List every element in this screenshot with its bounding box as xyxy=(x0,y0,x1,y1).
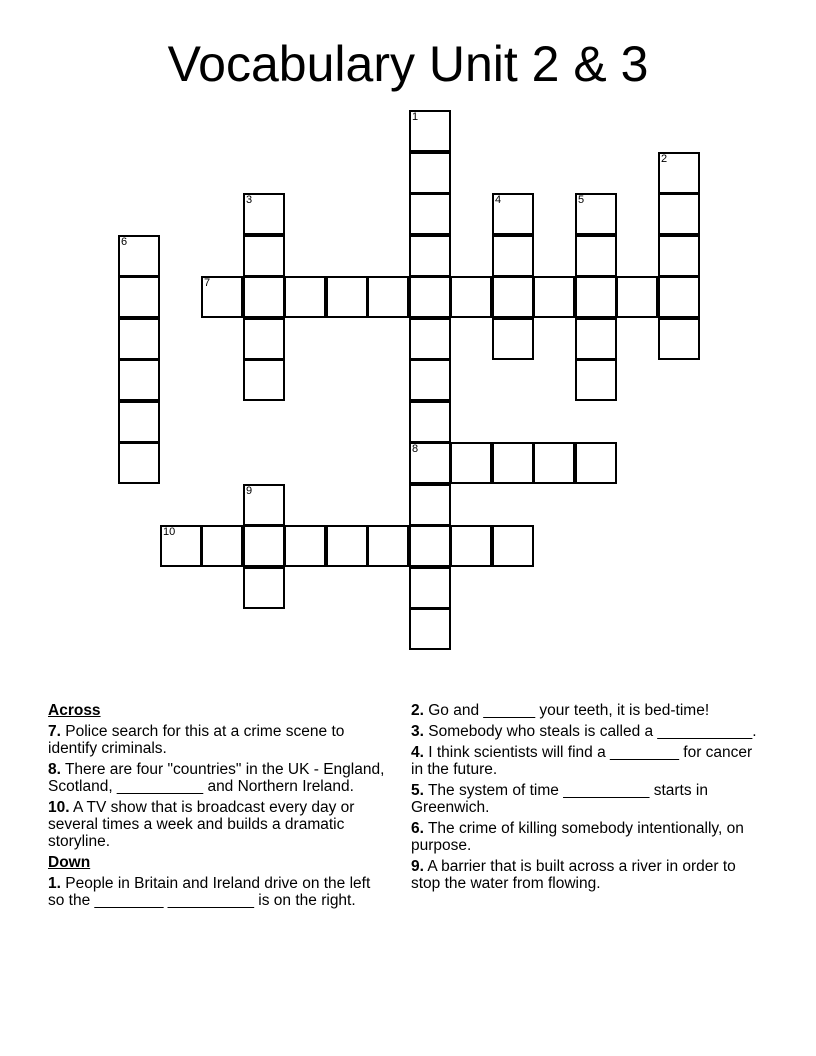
crossword-cell[interactable] xyxy=(243,484,285,526)
crossword-cell[interactable] xyxy=(243,567,285,609)
crossword-cell[interactable] xyxy=(450,442,492,484)
clue-number: 5. xyxy=(411,782,424,799)
cell-number: 1 xyxy=(412,111,419,123)
cell-number: 4 xyxy=(495,194,502,206)
crossword-cell[interactable] xyxy=(409,525,451,567)
clue-column-left xyxy=(48,702,388,913)
clue-column-right xyxy=(411,702,761,896)
clue-down-4 xyxy=(411,744,761,778)
crossword-cell[interactable] xyxy=(284,525,326,567)
crossword-cell[interactable] xyxy=(409,235,451,277)
crossword-cell[interactable] xyxy=(575,276,617,318)
clue-number: 2. xyxy=(411,702,424,719)
crossword-cell[interactable] xyxy=(658,152,700,194)
crossword-cell[interactable] xyxy=(533,276,575,318)
crossword-cell[interactable] xyxy=(409,359,451,401)
page-title: Vocabulary Unit 2 & 3 xyxy=(167,36,649,92)
crossword-cell[interactable] xyxy=(284,276,326,318)
crossword-cell[interactable] xyxy=(243,318,285,360)
crossword-cell[interactable] xyxy=(118,318,160,360)
crossword-cell[interactable] xyxy=(243,276,285,318)
crossword-cell[interactable] xyxy=(409,152,451,194)
crossword-cell[interactable] xyxy=(409,110,451,152)
crossword-cell[interactable] xyxy=(616,276,658,318)
crossword-cell[interactable] xyxy=(409,567,451,609)
cell-number: 7 xyxy=(204,277,211,289)
clue-number: 8. xyxy=(48,761,61,778)
down-heading: Down xyxy=(48,854,91,871)
clue-text: Police search for this at a crime scene to identify criminals. xyxy=(48,723,345,757)
crossword-cell[interactable] xyxy=(243,235,285,277)
crossword-cell[interactable] xyxy=(450,276,492,318)
clue-across-7 xyxy=(48,723,388,757)
clue-down-5 xyxy=(411,782,761,816)
crossword-cell[interactable] xyxy=(160,525,202,567)
crossword-cell[interactable] xyxy=(409,608,451,650)
crossword-cell[interactable] xyxy=(409,276,451,318)
clue-number: 4. xyxy=(411,744,424,761)
crossword-cell[interactable] xyxy=(243,525,285,567)
clue-text: There are four "countries" in the UK - England, Scotland, __________ and Northern Ireland. xyxy=(48,761,385,795)
cell-number: 3 xyxy=(246,194,253,206)
clue-down-9 xyxy=(411,858,761,892)
crossword-cell[interactable] xyxy=(575,318,617,360)
crossword-cell[interactable] xyxy=(118,276,160,318)
crossword-cell[interactable] xyxy=(118,235,160,277)
crossword-cell[interactable] xyxy=(326,276,368,318)
clue-number: 1. xyxy=(48,875,61,892)
crossword-cell[interactable] xyxy=(409,193,451,235)
crossword-cell[interactable] xyxy=(658,193,700,235)
crossword-cell[interactable] xyxy=(409,484,451,526)
clue-text: A barrier that is built across a river in order to stop the water from flowing. xyxy=(411,858,736,892)
crossword-cell[interactable] xyxy=(575,359,617,401)
clue-down-2 xyxy=(411,702,761,719)
crossword-cell[interactable] xyxy=(658,318,700,360)
cell-number: 9 xyxy=(246,485,253,497)
crossword-cell[interactable] xyxy=(326,525,368,567)
clue-text: The crime of killing somebody intentionally, on purpose. xyxy=(411,820,744,854)
clue-down-1 xyxy=(48,875,388,909)
crossword-cell[interactable] xyxy=(492,193,534,235)
crossword-cell[interactable] xyxy=(118,401,160,443)
clue-text: Somebody who steals is called a ___________. xyxy=(423,723,757,740)
crossword-cell[interactable] xyxy=(201,276,243,318)
cell-number: 2 xyxy=(661,153,668,165)
crossword-cell[interactable] xyxy=(450,525,492,567)
crossword-cell[interactable] xyxy=(658,276,700,318)
clue-number: 7. xyxy=(48,723,61,740)
crossword-cell[interactable] xyxy=(492,318,534,360)
crossword-cell[interactable] xyxy=(575,193,617,235)
clue-number: 6. xyxy=(411,820,424,837)
crossword-cell[interactable] xyxy=(201,525,243,567)
clue-across-10 xyxy=(48,799,388,850)
clue-text: People in Britain and Ireland drive on the left so the ________ __________ is on the right. xyxy=(48,875,371,909)
cell-number: 8 xyxy=(412,443,419,455)
clue-number: 9. xyxy=(411,858,424,875)
crossword-cell[interactable] xyxy=(492,442,534,484)
crossword-cell[interactable] xyxy=(658,235,700,277)
clue-text: Go and ______ your teeth, it is bed-time! xyxy=(423,702,710,719)
crossword-cell[interactable] xyxy=(409,442,451,484)
crossword-cell[interactable] xyxy=(118,442,160,484)
crossword-cell[interactable] xyxy=(367,276,409,318)
crossword-cell[interactable] xyxy=(243,193,285,235)
crossword-cell[interactable] xyxy=(533,442,575,484)
clue-text: The system of time __________ starts in Greenwich. xyxy=(411,782,708,816)
clue-number: 10. xyxy=(48,799,70,816)
crossword-cell[interactable] xyxy=(409,401,451,443)
clue-across-8 xyxy=(48,761,388,795)
crossword-cell[interactable] xyxy=(367,525,409,567)
crossword-cell[interactable] xyxy=(118,359,160,401)
cell-number: 5 xyxy=(578,194,585,206)
clue-down-3 xyxy=(411,723,761,740)
clue-text: I think scientists will find a ________ for cancer in the future. xyxy=(411,744,753,778)
crossword-cell[interactable] xyxy=(492,525,534,567)
crossword-cell[interactable] xyxy=(409,318,451,360)
crossword-cell[interactable] xyxy=(492,276,534,318)
crossword-cell[interactable] xyxy=(243,359,285,401)
crossword-cell[interactable] xyxy=(575,442,617,484)
across-heading: Across xyxy=(48,702,101,719)
crossword-cell[interactable] xyxy=(575,235,617,277)
cell-number: 6 xyxy=(121,236,128,248)
cell-number: 10 xyxy=(163,526,176,538)
clue-number: 3. xyxy=(411,723,424,740)
clue-text: A TV show that is broadcast every day or several times a week and builds a dramatic storyline. xyxy=(48,799,355,850)
crossword-cell[interactable] xyxy=(492,235,534,277)
clue-down-6 xyxy=(411,820,761,854)
